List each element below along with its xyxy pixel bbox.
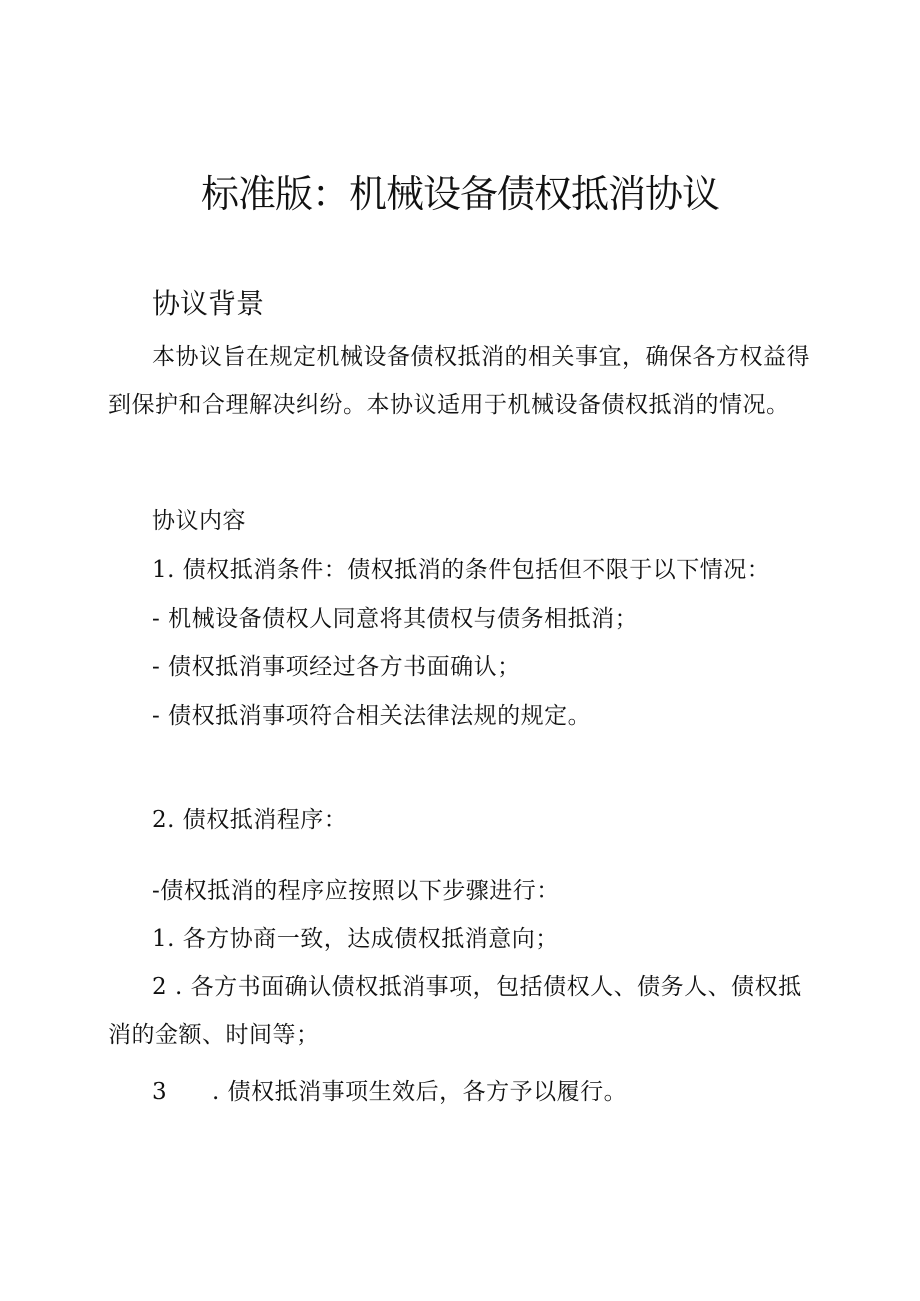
item1-bullet-2: - 债权抵消事项经过各方书面确认； [152, 654, 521, 680]
document-title: 标准版：机械设备债权抵消协议 [200, 172, 719, 216]
item2-intro: -债权抵消的程序应按照以下步骤进行： [152, 878, 560, 904]
item2-title: 2. 债权抵消程序： [152, 807, 348, 833]
section-heading-background: 协议背景 [152, 287, 265, 320]
item2-step-3-text: . 债权抵消事项生效后，各方予以履行。 [212, 1079, 628, 1105]
item1-title: 1. 债权抵消条件：债权抵消的条件包括但不限于以下情况： [152, 557, 771, 583]
item1-bullet-1: - 机械设备债权人同意将其债权与债务相抵消； [152, 606, 639, 632]
background-paragraph: 本协议旨在规定机械设备债权抵消的相关事宜，确保各方权益得到保护和合理解决纠纷。本协议适用于机械设备债权抵消的情况。 [108, 344, 810, 418]
item2-step-1: 1. 各方协商一致，达成债权抵消意向； [152, 926, 559, 952]
item1-bullet-3: - 债权抵消事项符合相关法律法规的规定。 [152, 703, 592, 729]
item2-step-2: 2 . 各方书面确认债权抵消事项，包括债权人、债务人、债权抵消的金额、时间等； [108, 974, 802, 1048]
section-heading-content: 协议内容 [152, 508, 246, 534]
item2-step-3-number: 3 [152, 1079, 168, 1105]
